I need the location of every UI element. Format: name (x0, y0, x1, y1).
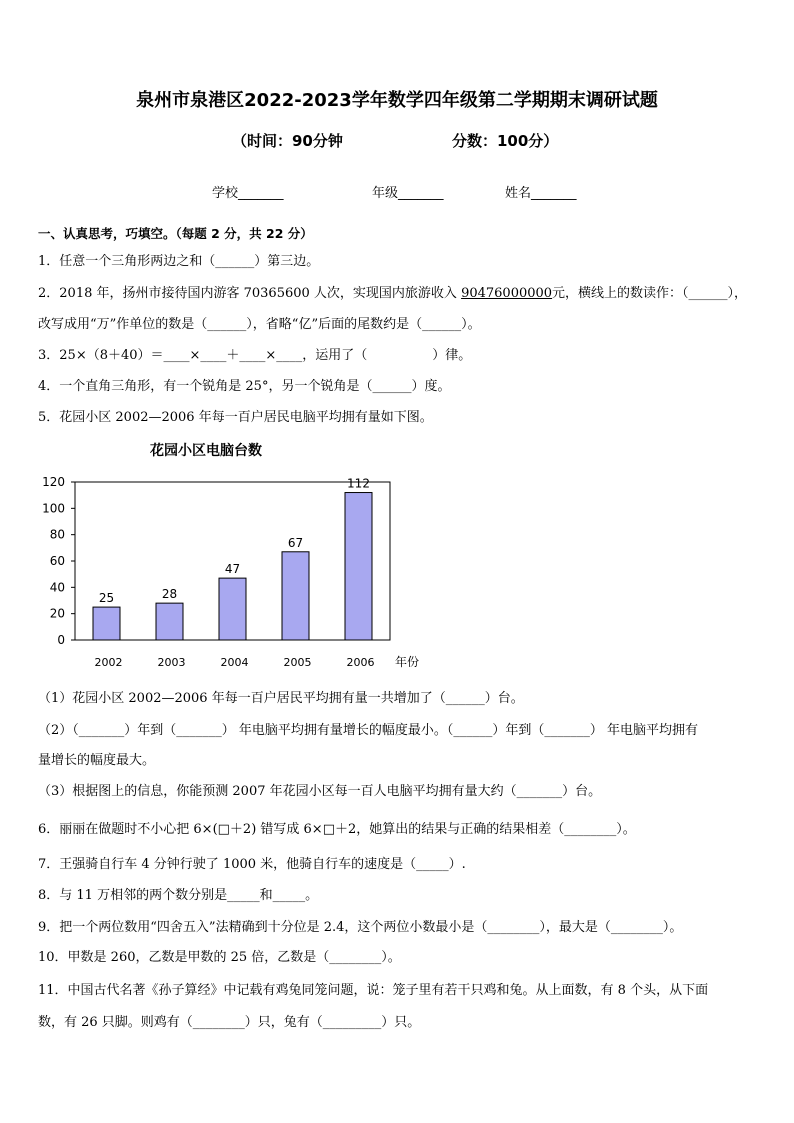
question-3: 3．25×（8＋40）＝____×____＋____×____，运用了（ ）律。 (38, 348, 472, 363)
name-field: 姓名_______ (505, 186, 577, 201)
question-11-line-1: 11．中国古代名著《孙子算经》中记载有鸡兔同笼问题，说：笼子里有若干只鸡和兔。从上面数，有 8 个头，从下面 (38, 983, 709, 998)
bar-2005 (282, 552, 309, 640)
y-tick-label: 20 (49, 606, 65, 621)
question-2-text-b: 元，横线上的数读作：（______）， (552, 286, 748, 301)
question-1: 1．任意一个三角形两边之和（______）第三边。 (38, 254, 320, 269)
question-5-2-line-2: 量增长的幅度最大。 (38, 753, 156, 768)
y-tick-label: 80 (49, 527, 65, 542)
question-2-text-a: 2．2018 年，扬州市接待国内游客 70365600 人次，实现国内旅游收入 (38, 286, 462, 301)
page-title: 泉州市泉港区2022-2023学年数学四年级第二学期期末调研试题 (136, 90, 658, 111)
question-5: 5．花园小区 2002—2006 年每一百户居民电脑平均拥有量如下图。 (38, 410, 433, 425)
x-tick-label: 2003 (157, 656, 186, 669)
bar-value-label: 28 (161, 587, 178, 602)
exam-time: （时间：90分钟 (232, 132, 343, 150)
bar-value-label: 112 (347, 476, 370, 491)
bar-2002 (93, 607, 120, 640)
school-field: 学校_______ (212, 186, 284, 201)
x-axis-label: 年份 (395, 655, 420, 669)
question-7: 7．王强骑自行车 4 分钟行驶了 1000 米，他骑自行车的速度是（_____）. (38, 857, 466, 872)
question-5-2-line-1: （2）（_______）年到（_______） 年电脑平均拥有量增长的幅度最小。（______）年到（_______） 年电脑平均拥有 (38, 723, 699, 738)
question-10: 10．甲数是 260，乙数是甲数的 25 倍，乙数是（________）。 (38, 950, 401, 965)
question-9: 9．把一个两位数用“四舍五入”法精确到十分位是 2.4，这个两位小数最小是（________），最大是（________）。 (38, 920, 683, 935)
y-tick-label: 40 (49, 580, 65, 595)
y-tick-label: 60 (49, 554, 65, 568)
exam-score: 分数：100分） (452, 132, 559, 150)
question-8: 8．与 11 万相邻的两个数分别是_____和_____。 (38, 888, 319, 903)
chart-title: 花园小区电脑台数 (150, 443, 262, 459)
question-2-number: 90476000000 (461, 286, 553, 301)
question-2-line-2: 改写成用“万”作单位的数是（______），省略“亿”后面的尾数约是（______）。 (38, 317, 481, 332)
question-5-1: （1）花园小区 2002—2006 年每一百户居民平均拥有量一共增加了（______）台。 (38, 691, 524, 706)
question-2-line-1 (38, 282, 747, 301)
x-tick-label: 2005 (283, 656, 312, 669)
bar-2006 (345, 493, 372, 640)
bar-value-label: 47 (224, 562, 241, 577)
x-tick-label: 2006 (346, 656, 375, 669)
question-11-line-2: 数，有 26 只脚。则鸡有（________）只，兔有（_________）只。 (38, 1015, 421, 1030)
section-heading: 一、认真思考，巧填空。（每题 2 分，共 22 分） (38, 226, 313, 241)
bar-value-label: 67 (287, 535, 304, 550)
question-5-3: （3）根据图上的信息，你能预测 2007 年花园小区每一百人电脑平均拥有量大约（_______）台。 (38, 784, 602, 799)
x-tick-label: 2002 (94, 656, 123, 669)
x-tick-label: 2004 (220, 656, 249, 669)
y-tick-label: 0 (57, 633, 65, 647)
y-tick-label: 120 (42, 475, 65, 489)
question-4: 4．一个直角三角形，有一个锐角是 25°，另一个锐角是（______）度。 (38, 379, 451, 394)
bar-2003 (156, 603, 183, 640)
plot-frame (75, 482, 390, 640)
y-tick-label: 100 (42, 501, 65, 516)
grade-field: 年级_______ (372, 186, 444, 201)
bar-2004 (219, 578, 246, 640)
bar-value-label: 25 (98, 591, 115, 606)
question-6: 6．丽丽在做题时不小心把 6×(□＋2) 错写成 6×□＋2，她算出的结果与正确的结果相差（________）。 (38, 822, 636, 837)
